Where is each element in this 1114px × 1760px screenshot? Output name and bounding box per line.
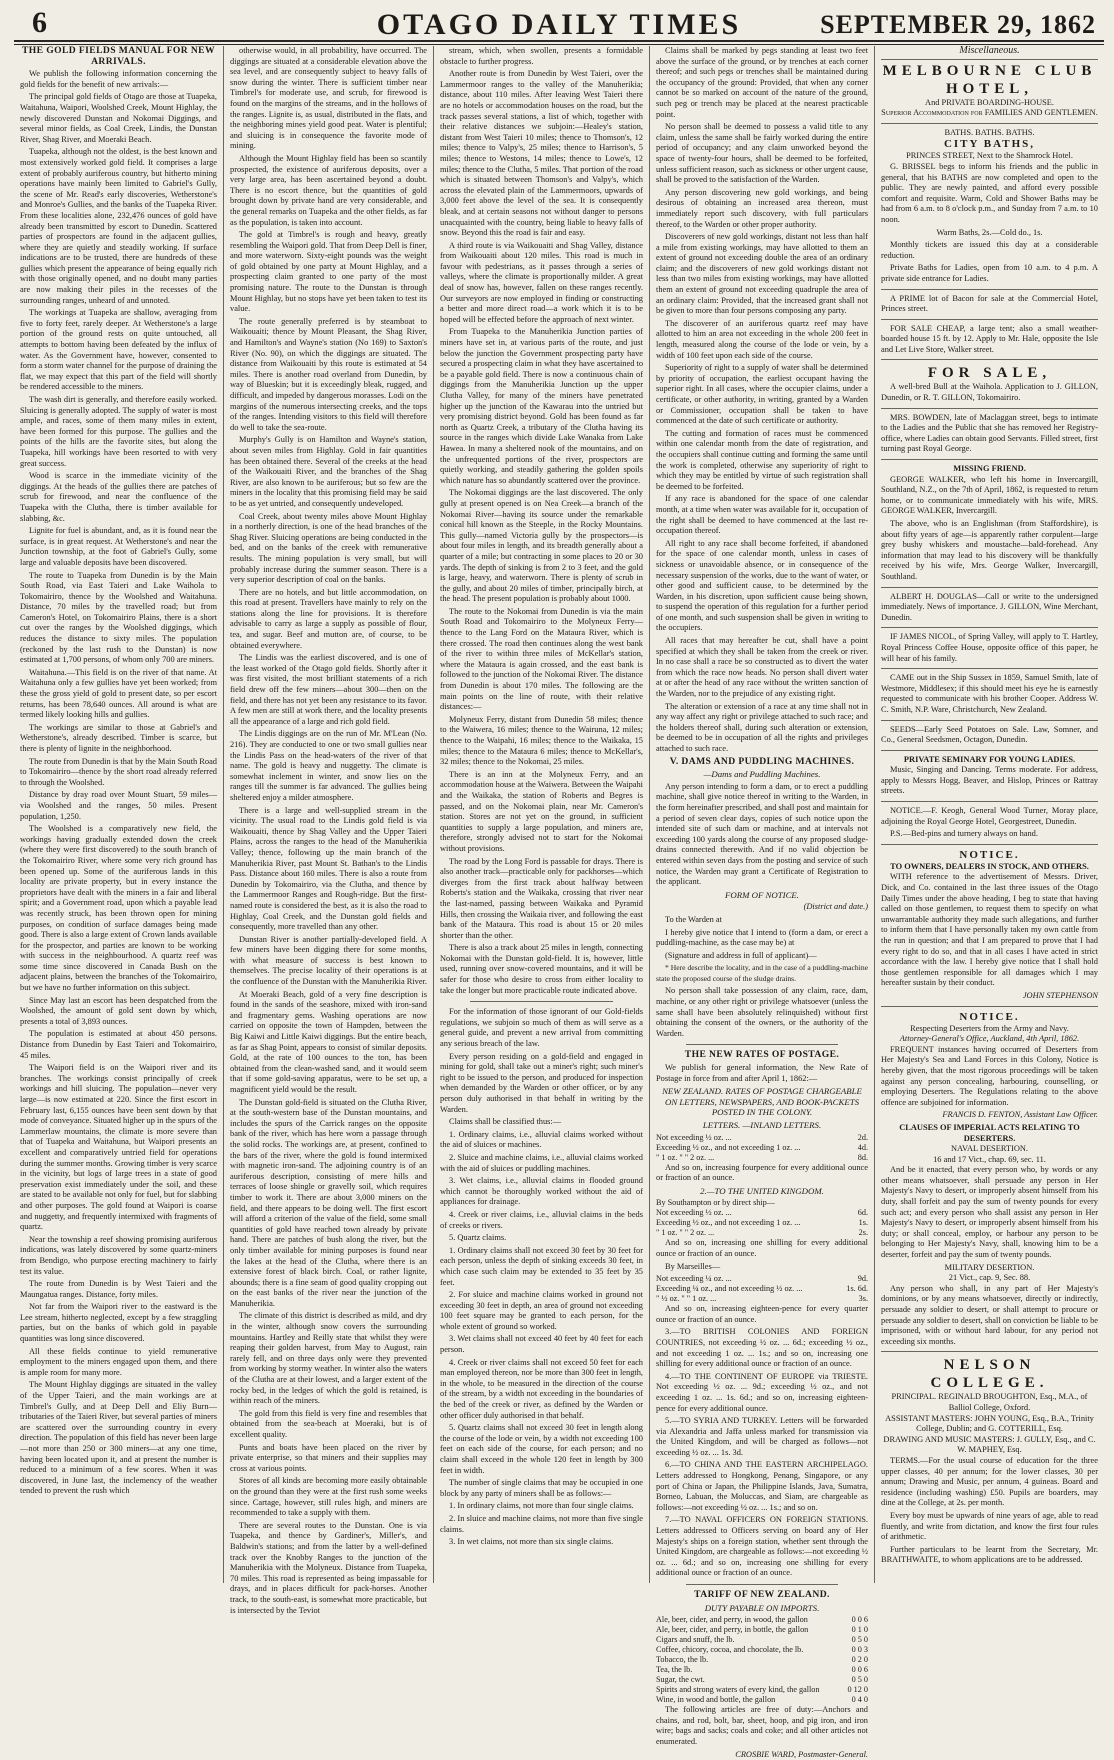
table-row: Coffee, chicory, cocoa, and chocolate, the lb. 0 0 3 (656, 1645, 868, 1655)
table-row: " ½ oz. " " 1 oz. ... 3s. (656, 1294, 868, 1304)
paragraph: The route from Dunedin is by West Taieri and the Maungatua ranges. Distance, forty miles. (20, 1279, 217, 1299)
uk-heading: 2.—TO THE UNITED KINGDOM. (700, 1185, 824, 1196)
ad-body: P.S.—Bed-pins and turnery always on hand. (890, 829, 1038, 839)
ad-bacon (881, 294, 1098, 315)
military-heading: MILITARY DESERTION. (944, 1262, 1035, 1272)
ad-city-baths (881, 128, 1098, 285)
ad-bull-sale (881, 364, 1098, 403)
table-row: By Southampton or by direct ship— (656, 1198, 775, 1208)
ad-title: NOTICE. (959, 1010, 1020, 1023)
ad-notice-deserters (881, 1011, 1098, 1348)
paragraph: The Woolshed is a comparatively new field, the workings having gradually extended down the creek (where they were first discovered) to the south branch of the Tokomairiro River, where some very rich ground has been opened up. Some of the auriferous lands in this locality are private property, but in every instance the proprietors have dealt with the miners in a fair and liberal spirit; and a Government road, upon which a payable lead was recently struck, has been thrown open for mining purposes, on condition of surface damages being made good. There is also a large extent of Crown lands available for the prospector, and parties are known to be working with success in the neighbourhood. A quartz reef was some time since discovered in Canada Bush on the adjacent plains, between the branches of the Tokomairiro, but we have no further information on this subject. (20, 824, 217, 993)
ad-seeds (881, 725, 1098, 746)
list-item: 3. Wet claims, i.e., alluvial claims in flooded ground which cannot be thoroughly worked without the aid of appliances for drainage. (440, 1176, 643, 1207)
column-4 (650, 46, 875, 1759)
paragraph: Claims shall be classified thus:— (449, 1117, 562, 1127)
paragraph: Every person residing on a gold-field and engaged in mining for gold, shall take out a miner's right; such miner's right to be issued to the person, and produced for inspection when demanded by the Warden or other officer, or by any person duly authorised in that behalf in writing by the Warden. (440, 1051, 643, 1114)
ad-line: Superior Accommodation for FAMILIES AND GENTLEMEN. (881, 108, 1098, 118)
paragraph: There are several routes to the Dunstan. One is via Tuapeka, and thence by Gardiner's, Miller's, and Baldwin's stations; and from the latter by a well-defined track over the Knobby Ranges to the junction of the Manuherikia with the Molyneux. Distance from Tuapeka, 70 miles. This road is represented as being impassable for drays, and in places difficult for pack-horses. Another track, to the south-east, is somewhat more practicable, but is intersected by the Teviot (230, 1520, 427, 1615)
table-row: Exceeding ¼ oz., and not exceeding ½ oz. ... 1s. 6d. (656, 1284, 868, 1294)
ad-body: TERMS.—For the usual course of education for the three upper classes, 40 per annum; for the lower classes, 30 per annum; Drawing and Music, per annum, 4 guineas. Board and residence (including washing) £50. Pupils are boarders, may dine at the College, at 2s. per month. (881, 1455, 1098, 1508)
paragraph: The Mount Highlay diggings are situated in the valley of the Upper Taieri, and the main workings are at Timbrel's Gully, and at Deep Dell and Eliy Burn—tributaries of the Taieri River, but several parties of miners are scattered over the surrounding country in every direction. The population of this field has never been large—not more than 250 or 300 miners—at any one time, having been located upon it, and at present the number is reduced to a minimum of a few scores. When it was discovered, in June last, the inclemency of the weather tended to prevent the rush which (20, 1380, 217, 1496)
table-row: Sugar, the cwt. 0 5 0 (656, 1675, 868, 1685)
paragraph: For the information of those ignorant of our Gold-fields regulations, we subjoin so much of them as will serve as a general guide, and prevent a new arrival from committing any serious breach of the law. (440, 1007, 643, 1049)
list-item: 1. Ordinary claims, i.e., alluvial claims worked without the aid of sluices or machines. (440, 1129, 643, 1150)
ad-melbourne-hotel (881, 62, 1098, 119)
ad-title: MISSING FRIEND. (953, 464, 1026, 474)
ad-office: Attorney-General's Office, Auckland, 4th April, 1862. (899, 1034, 1080, 1044)
paragraph: stream, which, when swollen, presents a formidable obstacle to further progress. (440, 46, 643, 66)
paragraph: The climate of this district is described as mild, and dry in the winter, although snow covers the surrounding mountains. Hartley and Reilly state that whilst they were reaping their golden harvest, from May to August, rain rarely fell, and on three days only were they prevented from working by stormy weather. In winter also the waters of the Clutha are at their lowest, and a larger extent of the rocky bed, in the ledges of which the gold is retained, is within reach of the miners. (230, 1311, 427, 1406)
section-heading-miscellaneous: Miscellaneous. (881, 46, 1098, 60)
paragraph: From Tuapeka to the Manuherikia Junction parties of miners have set in, at various parts of the route, and just below the junction the Government prospecting party have secured a prospecting claim in what they have ascertained to be a payable gold field. There is now a continuous chain of diggings from the Manuherikia Junction up the upper Clutha Valley, for many of the miners have penetrated higher up the junction of the Kawarau into the untried but very promising district beyond. Gold has been found as far north as Quartz Creek, a tributary of the Clutha having its source in the ranges which divide Lake Wanaka from Lake Hawea. In many a sheltered nook of the mountains, and on the unfrequented portions of the river, prospectors are quietly working, and steadily gathering the golden spoils which nature has so abundantly scattered over the province. (440, 327, 644, 485)
ad-rates: Warm Baths, 2s.—Cold do., 1s. (936, 227, 1043, 237)
naval-heading: NAVAL DESERTION. (950, 1144, 1029, 1154)
paragraph: The Waipori field is on the Waipori river and its branches. The workings consist principally of creek workings and hill sluicing. The population—never very large—is now estimated at 220. Since the first escort in February last, 6,155 ounces have been sent down by that mode of conveyance. Situated higher up in the spurs of the Lammerlaw mountains, the climate is more severe than that of Tuapeka and Waitahuna, but Waipori presents an excellent and comparatively untried field for operations during the summer months. Growing timber is very scarce in the vicinity, but logs of large trees in a state of good preservation exist immediately under the soil, and these are stated to be available not only for fuel, but for slabbing and other purposes. The gold found at Waipori is coarse and nuggetty, and frequently intermixed with fragments of quartz. (20, 1063, 217, 1232)
ad-body: GEORGE WALKER, who left his home in Invercargill, Southland, N.Z., on the 7th of April, 1862, is requested to return home, or to communicate immediately with his wife, MRS. GEORGE WALKER, Invercargill. (881, 474, 1098, 516)
paragraph: Since May last an escort has been despatched from the Woolshed, the amount of gold sent down by which, presents a total of 3,893 ounces. (20, 995, 217, 1026)
ad-subtitle: Respecting Deserters from the Army and Navy. (910, 1023, 1069, 1033)
ad-divider (881, 289, 1098, 290)
ad-notice-owners (881, 849, 1098, 1002)
masthead (14, 6, 1104, 42)
list-item: 4. Creek or river claims, i.e., alluvial claims in the beds of creeks or rivers. (440, 1209, 643, 1230)
paragraph: 3.—TO BRITISH COLONIES AND FOREIGN COUNTRIES, not exceeding ½ oz. ... 6d.; exceeding ½ oz., and not exceeding 1 oz. ... 1s.; and so on, increasing one shilling for every additional ounce or fraction of an ounce. (656, 1327, 868, 1369)
paragraph: The cutting and formation of races must be commenced within one calendar month from the date of registration, and the occupiers shall continue cutting and forming the same until the work is completed, otherwise any superiority of right to which they may be entitled by virtue of such registration shall be deemed to be forfeited. (656, 428, 868, 491)
ad-body: CAME out in the Ship Sussex in 1859, Samuel Smith, late of Westmore, Middlesex; if this should meet his eye he is earnestly requested to communicate with his brother Cooper. Address W. C. Smith, N.P. Ware, Christchurch, New Zealand. (881, 673, 1098, 714)
paragraph: All these fields continue to yield remunerative employment to the miners engaged upon them, and there is ample room for many more. (20, 1346, 217, 1377)
paragraph: The Lindis was the earliest discovered, and is one of the least worked of the Otago gold fields. Shortly after it was first visited, the most brilliant statements of a rich field drew off the few miners—about 300—then on the field, and there has not yet been any resistance to its favor. A few men are still at work there, and the locality presents all the appearance of a large and rich gold field. (230, 653, 427, 726)
paragraph: 6.—TO CHINA AND THE EASTERN ARCHIPELAGO. Letters addressed to Hongkong, Penang, Singapore, or any port of China or Japan, the Philippine Islands, Java, Sumatra, Borneo, Labuan, the Moluccas, and Siam, are chargeable as follows:—not exceeding ½ oz. ... 1s.; and so on. (656, 1460, 868, 1512)
table-row: Not exceeding ½ oz. ... 2d. (656, 1132, 868, 1142)
paragraph: A third route is via Waikouaiti and Shag Valley, distance from Waikouaiti about 120 miles. This road is much in favour with pedestrians, as it passes through a series of valleys, where the climate is proportionally milder. A great deal of snow has, however, fallen on these ranges recently. Our surveyors are now employed in finding or constructing a better and more direct road—a work which it is to be hoped will be effected before the approach of next winter. (440, 240, 643, 324)
paragraph: Coal Creek, about twenty miles above Mount Highlay in a northerly direction, is one of the head branches of the Shag River. Sluicing operations are being conducted in the bed, and on the banks of the creek with remunerative results. The mining population is very small, but will probably increase during the summer season. There is a very superior description of coal on the banks. (230, 511, 427, 585)
form-title: FORM OF NOTICE. (724, 889, 800, 900)
uk-rates-table (656, 1198, 868, 1238)
ad-seminary (881, 755, 1098, 797)
paragraph: 5.—TO SYRIA AND TURKEY. Letters will be forwarded via Alexandria and Jaffa unless marked for transmission via the United Kingdom, and will be charged as follows—not exceeding ½ oz. ... 1s. 3d. (656, 1416, 868, 1457)
table-row: Spirits and strong waters of every kind, the gallon 0 12 0 (656, 1685, 868, 1695)
ad-divider (881, 801, 1098, 802)
paragraph: We publish for general information, the New Rate of Postage in force from and after April 1, 1862:— (656, 1063, 868, 1083)
ad-signature: JOHN STEPHENSON (1022, 990, 1098, 1000)
ad-body: FREQUENT instances having occurred of Deserters from Her Majesty's Sea and Land Forces in this Colony, Notice is hereby given, that the most rigorous proceedings will be taken against any person concealing, harbouring, counselling, or employing Deserters. The Regulations relating to the above offence are subjoined for information. (881, 1044, 1098, 1107)
marseille-heading: By Marseilles— (665, 1261, 721, 1271)
tariff-note: The following articles are free of duty:—Anchors and chains, and rod, bolt, bar, sheet, hoop, and pig iron, and iron wire; bags and sacks; coals and coke; and all other articles not enumerated. (656, 1705, 868, 1746)
section-subheading: —Dams and Puddling Machines. (703, 769, 821, 780)
ad-body: IF JAMES NICOL, of Spring Valley, will apply to T. Hartley, Royal Princess Coffee House, opposite office of this paper, he will hear of his family. (881, 632, 1098, 663)
paragraph: Discoverers of new gold workings, distant not less than half a mile from existing workings, may have allotted to them an extent of ground not exceeding double the area of an ordinary claim; and the discoverers of new gold workings distant not less than two miles from existing workings, may have allotted them an extent of ground not exceeding quadruple the area of an ordinary claim: Provided, that the increased grant shall not be given to more than four persons composing any party. (656, 232, 868, 316)
ad-body: ALBERT H. DOUGLAS—Call or write to the undersigned immediately. News of importance. J. GILLON, Wine Merchant, Dunedin. (881, 591, 1098, 622)
table-row: Tea, the lb. 0 0 6 (656, 1665, 868, 1675)
paragraph: Punts and boats have been placed on the river by private enterprise, so that miners and their supplies may cross at various points. (230, 1442, 427, 1473)
table-row: Cigars and snuff, the lb. 0 5 0 (656, 1635, 868, 1645)
paragraph: Distance by dray road over Mount Stuart, 59 miles—via Woolshed and the ranges, 50 miles. Present population, 1,250. (20, 790, 217, 821)
marseille-rates-table (656, 1274, 868, 1304)
ad-keogh (881, 806, 1098, 840)
paragraph: Dunstan River is another partially-developed field. A few miners have been digging there for some months, with what measure of success is best known to themselves. The precise locality of their operations is at the confluence of the Dunstan with the Manuherikia River. (230, 934, 427, 987)
list-item: 3. Wet claims shall not exceed 40 feet by 40 feet for each person. (440, 1334, 643, 1355)
ad-body: A PRIME lot of Bacon for sale at the Commercial Hotel, Princes street. (881, 293, 1098, 314)
ad-body: Any person who shall, in any part of Her Majesty's dominions, or by any means whatsoever, directly or indirectly, persuade any soldier to desert, or shall attempt to procure or persuade any soldier to desert, shall on conviction be liable to be imprisoned, with or without hard labour, for any period not exceeding six months. (881, 1283, 1098, 1346)
paragraph: Wood is scarce in the immediate vicinity of the diggings. At the heads of the gullies there are patches of scrub for firewood, and near the confluence of the Tuapeka with the Clutha, there is timber available for slabbing, &c. (20, 471, 217, 523)
list-item: 1. Ordinary claims shall not exceed 30 feet by 30 feet for each person, unless the depth of sinking exceeds 30 feet, in which case such claim may be extended to 35 feet by 35 feet. (440, 1245, 643, 1287)
columns (14, 45, 1104, 1759)
ad-body: MRS. BOWDEN, late of Maclaggan street, begs to intimate to the Ladies and the Public that she has removed her Registry-office, where Ladies can obtain good Servants. Filled street, first turning past Royal George. (881, 412, 1098, 454)
ad-divider (881, 720, 1098, 721)
ad-douglas (881, 592, 1098, 624)
form-to: To the Warden at (665, 914, 722, 924)
paragraph: Murphy's Gully is on Hamilton and Wayne's station, about seven miles from Highlay. Gold in fair quantities has been obtained there. Several of the creeks at the head of the Waikouaiti River, and the branches of the Shag River, are also known to be auriferous; but so few are the miners in the locality that this promising field may be said to be as yet untried, and consequently undeveloped. (230, 435, 427, 508)
ad-divider (881, 627, 1098, 628)
ad-tent-sale (881, 324, 1098, 356)
clauses-heading: CLAUSES OF IMPERIAL ACTS RELATING TO DESERTERS. (899, 1122, 1080, 1143)
paragraph: Superiority of right to a supply of water shall be determined by priority of occupation, the earliest occupant having the superior right. In all cases, where the occupier claims, under a certificate, or other authority, in writing, granted by a Warden or Commissioner, occupation shall be taken to have commenced at the date of such certificate or authority. (656, 363, 868, 426)
inland-heading: LETTERS. —INLAND LETTERS. (702, 1120, 822, 1130)
table-row: Exceeding ½ oz., and not exceeding 1 oz. ... 1s. (656, 1218, 868, 1228)
paragraph: Waitahuna.—This field is on the river of that name. At Waitahuna only a few gullies have yet been worked; from these the gross yield of gold to present date, so per escort returns, has been 78,640 ounces. All around is what are termed likely looking hills and gullies. (20, 667, 217, 720)
ad-subtitle: TO OWNERS, DEALERS IN STOCK, AND OTHERS. (890, 861, 1089, 871)
paragraph: The population is estimated at about 450 persons. Distance from Dunedin by East Taieri and Tokomairiro, 45 miles. (20, 1029, 217, 1060)
form-body: I hereby give notice that I intend to (form a dam, or erect a puddling-machine, as the case may be) at (656, 927, 868, 948)
list-item: 2. For sluice and machine claims worked in ground not exceeding 30 feet in depth, an area of ground not exceeding 100 feet square may be granted to each person, for the whole extent of ground so worked. (440, 1290, 643, 1331)
ad-body: Further particulars to be learnt from the Secretary, Mr. BRAITHWAITE, to whom applications are to be addressed. (881, 1544, 1098, 1565)
ad-divider (881, 359, 1098, 360)
paragraph: No person shall be deemed to possess a valid title to any claim, unless the same shall be fairly worked during the entire period of occupancy; and any claim unworked beyond the space of twenty-four hours, shall be deemed to be forfeited, unless sufficient reason, such as sickness or other urgent cause, shall be proved to the satisfaction of the Warden. (656, 122, 868, 185)
paragraph: The Nokomai diggings are the last discovered. The only gully at present opened is on Nea Creek—a branch of the Nokomai River—having its source under the remarkable conical hill known as the Steeple, in the Rocky Mountains. This gully—named Victoria gully by the prospectors—is about four miles in length, and its breadth generally about a quarter of a mile; but contracting in some places to 20 or 30 yards. The depth of sinking is from 2 to 3 feet, and the gold is large, heavy, and waterworn. There is plenty of scrub in the gully, and about 20 miles of timber, principally birch, at the head. The present population is probably about 1000. (440, 488, 643, 604)
ad-body: SEEDS—Early Seed Potatoes on Sale. Law, Somner, and Co., General Seedsmen, Octagon, Dunedin. (881, 724, 1098, 745)
table-row: Ale, beer, cider, and perry, in bottle, the gallon 0 1 0 (656, 1625, 868, 1635)
paragraph: The route generally preferred is by steamboat to Waikouaiti; thence by Mount Pleasant, the Shag River, and Hamilton's and Wayne's station (No 169) to Saxton's River (No. 90), on which the diggings are situated. The distance from Waikouaiti by this route is estimated at 54 miles. There is another road overland from Dunedin, by way of Blueskin; but it is exceedingly bleak, rugged, and difficult, and impeded by dangerous morasses. Lodi on the margins of the numerous intersecting creeks, and the tops of the ranges. Intending visitors to this field will therefore do well to take the sea-route. (230, 316, 427, 432)
ad-title: PRIVATE SEMINARY FOR YOUNG LADIES. (903, 754, 1076, 764)
ad-principal: PRINCIPAL. REGINALD BROUGHTON, Esq., M.A., of Balliol College, Oxford. (891, 1392, 1088, 1412)
table-row: Tobacco, the lb. 0 2 0 (656, 1655, 868, 1665)
ad-divider (881, 408, 1098, 409)
ad-divider (881, 123, 1098, 124)
ad-divider (881, 1006, 1098, 1007)
inland-rates-table (656, 1133, 868, 1163)
table-row: " 1 oz. " " 2 oz. ... 8d. (656, 1152, 868, 1162)
paragraph: No person shall take possession of any claim, race, dam, machine, or any other right or privilege whatsoever (unless the same shall have been absolutely relinquished) without first obtaining the consent of the owners, or the authority of the Warden. (656, 986, 868, 1038)
paragraph: The principal gold fields of Otago are those at Tuapeka, Waitahuna, Waipori, Woolshed Creek, Mount Highlay, the newly discovered Dunstan and Nokomai Diggings, and several minor fields, as Coal Creek, Lindis, the Dunstan River, Shag River, and Moeraki Beach. (20, 92, 217, 144)
ad-body: The above, who is an Englishman (from Staffordshire), is about fifty years of age—is apparently rather corpulent—large grey bushy whiskers and moustache—bald-forehead. Any information that may lead to his discovery will be thankfully received by his wife, Mrs. George Walker, Invercargill, Southland. (881, 519, 1098, 581)
table-row: Ale, beer, cider, and perry, in wood, the gallon 0 0 6 (656, 1615, 868, 1625)
ad-subtitle: And PRIVATE BOARDING-HOUSE. (925, 97, 1054, 107)
article-heading: THE GOLD FIELDS MANUAL FOR NEW ARRIVALS. (22, 45, 215, 67)
ad-title: MELBOURNE CLUB HOTEL, (882, 62, 1097, 97)
paragraph: The alteration or extension of a race at any time shall not in any way affect any right or privilege attached to such race; and the holders thereof shall, during such alteration or extension, be deemed to be in occupation of all the rights and privileges attached to such race. (656, 701, 868, 753)
column-3 (434, 46, 650, 1583)
list-item: 2. In sluice and machine claims, not more than five single claims. (440, 1513, 643, 1534)
tariff-table (656, 1615, 868, 1705)
ad-body: Private Baths for Ladies, open from 10 a.m. to 4 p.m. A private side entrance for Ladies. (881, 263, 1098, 283)
paragraph: Although the Mount Highlay field has been so scantily prospected, the existence of auriferous deposits, over a very large area, has been ascertained beyond a doubt. There is no escort thence, but the quantities of gold brought down by private hand are very considerable, and the general remarks on Tuapeka and the other fields, as far as the population, is taken into account. (230, 153, 427, 227)
paragraph: The route to Tuapeka from Dunedin is by the Main South Road, via East Taieri and Lake Waihola to Tokomairiro, thence by the Woolshed and Waitahuna. Distance, 70 miles by the travelled road; but from Cameron's Hotel, on Tokomairiro Plains, there is a short cut over the ranges by the Woolshed diggings, which reduces the distance to sixty miles. The population (reckoned by the last rush to the Dunstan) is now estimated at 1,700 persons, of whom only 700 are miners. (20, 570, 217, 665)
ad-divider (881, 319, 1098, 320)
ad-ship-sussex (881, 673, 1098, 715)
form-note: * Here describe the locality, and in the case of a puddling-machine state the proposed course of the sludge drains. (656, 963, 868, 983)
ad-title: NOTICE. (959, 848, 1020, 861)
paragraph: Another route is from Dunedin by West Taieri, over the Lammermoor ranges to the valley of the Manuherikia; distance, about 110 miles. After leaving West Taieri there are no hotels or accommodation houses on the road, but the track passes several stations, a list of which, together with their relative distances we subjoin:—Healey's station, distant from West Taieri 10 miles; thence to Thomson's, 12 miles; thence to Valpy's, 25 miles; thence to Harrison's, 5 miles; thence to Westons, 14 miles; thence to Lowe's, 12 miles; thence to the Clutha, 5 miles. That portion of the road which is situated between Thomson's and Valpy's, which across the elevated plain of the Lammermoors, upwards of 3,000 feet above the level of the sea. It is consequently bleak, and at certain seasons not without danger to persons unacquainted with the country, being liable to heavy falls of snow. Beyond this the road is fair and easy. (440, 69, 643, 238)
paragraph: There is also a track about 25 miles in length, connecting Nokomai with the Dunstan gold-field. It is, however, little used, running over snow-covered mountains, and it will be safer for those who desire to cross from either locality to take the longer but more practicable route indicated above. (440, 943, 643, 995)
table-row: Not exceeding ¼ oz. ... 9d. (656, 1274, 868, 1284)
ad-nicol (881, 632, 1098, 664)
ad-divider (881, 668, 1098, 669)
paragraph: There are no hotels, and but little accommodation, on this road at present. Travellers have mainly to rely on the stations along the line for provisions. It is therefore advisable to carry as large a supply as possible of flour, tea, and sugar. Beef and mutton are, of course, to be obtained everywhere. (230, 587, 427, 650)
paragraph: There is an inn at the Molyneux Ferry, and an accommodation house at the Waiwera. Between the Waipahi and the Waikaka, the station of Roberts and Begres is passed, and on the Nokomai plain, near Mr. Cameron's station. Stores are not yet on the ground, in sufficient quantities to supply a large population, and miners are, therefore, strongly advised not to start for the Nokomai without provisions. (440, 769, 643, 853)
ad-signature: FRANCIS D. FENTON, Assistant Law Officer. (942, 1110, 1098, 1120)
table-row: Exceeding ½ oz., and not exceeding 1 oz. ... 4d. (656, 1142, 868, 1152)
ad-body: Every boy must be upwards of nine years of age, able to read fluently, and write from dictation, and know the first four rules of arithmetic. (881, 1510, 1098, 1542)
paragraph: If any race is abandoned for the space of one calendar month, at a time when water was available for it, occupation of the right shall be deemed to have commenced at the last re-occupation thereof. (656, 494, 868, 536)
ad-divider (881, 1351, 1098, 1352)
ad-divider (881, 587, 1098, 588)
ad-body: Music, Singing and Dancing. Terms moderate. For address, apply to Messrs Hogg, Beaver, and Hislop, Princes or Rattray streets. (881, 765, 1098, 796)
ad-title: FOR SALE, (927, 365, 1052, 382)
ad-body: And be it enacted, that every person who, by words or any other means whatsoever, shall persuade any person in Her Majesty's Navy to desert, or improperly absent himself from his duty, shall forfeit and pay the sum of twenty pounds for every such act; and every person who shall assist any person in Her Majesty's Navy to desert, or improperly absent himself from his duty; or shall conceal, employ, or harbour any person to be belonging to Her Majesty's Navy, shall, knowing him to be a deserter, forfeit and pay the sum of twenty pounds. (881, 1165, 1098, 1260)
list-item: 5. Quartz claims. (449, 1233, 507, 1243)
ad-title: NELSON COLLEGE. (930, 1357, 1049, 1392)
paragraph: 7.—TO NAVAL OFFICERS ON FOREIGN STATIONS. Letters addressed to Officers serving on board any of Her Majesty's ships on a foreign station, whether sent through the United Kingdom, are chargeable as follows:—not exceeding ½ oz. ... 6d.; and so on, increasing one shilling for every additional ounce or fraction of an ounce. (656, 1515, 868, 1578)
paragraph: Tuapeka, although not the oldest, is the best known and most extensively worked gold field. It comprises a large extent of probably auriferous country, but hitherto mining operations have mainly been limited to Gabriel's Gully, the scene of Mr. Read's early discoveries, Wetherstone's and Monroe's Gullies, and the banks of the Tuapeka River. From these localities alone, 232,476 ounces of gold have already been transmitted by escort to Dunedin. Scattered parties of prospectors are found in the adjacent gullies, where they are quietly and steadily working. If surface indications are to be trusted, there are hundreds of these gullies which present the appearance of being equally rich with those originally opened, and no doubt many parties are now making their piles in the recesses of the surrounding ranges, unheard of and unnoted. (20, 147, 217, 305)
paragraph: The wash dirt is generally, and therefore easily worked. Sluicing is generally adopted. The supply of water is most ample, and races, some of them many miles in extent, have been formed for this purpose. The gullies and the points of the hills are the favorite sites, but along the Tuapeka, hill workings have been resorted to with very great success. (20, 395, 217, 468)
paragraph: The Dunstan gold-field is situated on the Clutha River, at the south-western base of the Dunstan mountains, and includes the spurs of the Carrick ranges on the opposite bank of the river, which has here worn a passage through the solid rocks. The workings are, at present, confined to the bars of the river, where the gold is found intermixed with magnetic iron-sand. The adjoining country is of an auriferous description, consisting of mere hills and terraces of loose shingle or gravelly soil, which requires timber to work it. There are about 3,000 miners on the field, and there appears to be doing well. The first escort will afford a criterion of the value of the field, some small quantities of gold have reached town already by private hand. There are patches of bush along the river, but the only timber available for mining purposes is found near the lakes at the head of the Clutha, where there is an extensive forest of black birch. Coal, or rather lignite, abounds; there is a fine seam of good quality cropping out on the east banks of the river near the junction of the Manuherikia. (230, 1097, 427, 1308)
ad-nelson-college (881, 1356, 1098, 1566)
ad-body: G. BRISSEL begs to inform his friends and the public in general, that his BATHS are now completed and open to the public. They are newly painted, and afford every possible comfort and requisite. Warm, Cold and Shower Baths may be had from 6 a.m. to 8 o'clock p.m., and Sunday from 7 a.m. to 10 noon. (881, 161, 1098, 224)
divider (470, 1001, 613, 1002)
tariff-subheading: DUTY PAYABLE ON IMPORTS. (704, 1602, 820, 1613)
paragraph: And so on, increasing eighteen-pence for every quarter ounce or fraction of an ounce. (656, 1304, 868, 1324)
paragraph: All right to any race shall become forfeited, if abandoned for the space of one calendar month, unless in cases of sickness or unavoidable absence, or in consequence of the necessary suspension of the works, due to the want of water, or other good and sufficient cause, to be determined by the Warden, in his discretion, upon sufficient cause being shown, to suspend the operation of this regulation for a further period of one month, and such suspension shall be given in writing to the occupiers. (656, 538, 868, 633)
column-2 (224, 46, 434, 1615)
tariff-heading: TARIFF OF NEW ZEALAND. (694, 1589, 830, 1600)
paragraph: And so on, increasing fourpence for every additional ounce or fraction of an ounce. (656, 1162, 868, 1183)
table-row: Not exceeding ½ oz. ... 6d. (656, 1208, 868, 1218)
ad-missing-friend (881, 464, 1098, 583)
ad-mrs-bowden (881, 413, 1098, 455)
ad-assistants: ASSISTANT MASTERS: JOHN YOUNG, Esq., B.A., Trinity College, Dublin; and G. COTTERILL, Esq. (885, 1413, 1094, 1434)
section-heading: V. DAMS AND PUDDLING MACHINES. (669, 755, 855, 767)
ad-body: FOR SALE CHEAP, a large tent; also a small weather-boarded house 15 ft. by 12. Apply to Mr. Hale, opposite the Isle and Let Live Store, Walker street. (881, 323, 1098, 354)
ad-kicker: BATHS. BATHS. BATHS. (944, 127, 1035, 137)
ad-body: NOTICE.—F. Keogh, General Wood Turner, Moray place, adjoining the Royal George Hotel, Georgestreet, Dunedin. (881, 806, 1098, 826)
postage-subheading: NEW ZEALAND. RATES OF POSTAGE CHARGEABLE ON LETTERS, NEWSPAPERS, AND BOOK-PACKETS POSTED IN THE COLONY. (662, 1086, 862, 1118)
issue-date: SEPTEMBER 29, 1862 (820, 10, 1096, 39)
column-5-advertisements (875, 46, 1104, 1583)
paragraph: Molyneux Ferry, distant from Dunedin 58 miles; thence to the Waiwera, 16 miles; thence to the Wairuna, 12 miles; thence to the Waipahi, 16 miles; thence to the Waikaka, 15 miles; thence to the Mataura 6 miles; thence to McKellar's, 32 miles; thence to the Nokomai, 25 miles. (440, 714, 643, 767)
paragraph: The route to the Nokomai from Dunedin is via the main South Road and Tokomairiro to the Molyneux Ferry—thence to the Lang Ford on the Mataura River, which is there crossed. The road then continues along the west bank of the river to within three miles of McKellar's station, where the Mataura is again crossed, and the east bank is followed to the junction of the Nokomai River. The distance from Dunedin is about 170 miles. The following are the main points on the line of route, with their relative distances:— (440, 606, 643, 712)
list-item: 5. Quartz claims shall not exceed 30 feet in length along the course of the lode or vein, by a width not exceeding 100 feet on each side of the course, for each person; and no claim shall exceed in the whole 120 feet in length by 300 feet in width. (440, 1423, 643, 1475)
naval-reference: 16 and 17 Vict., chap. 69, sec. 11. (933, 1154, 1046, 1164)
paragraph: The number of single claims that may be occupied in one block by any party of miners shall be as follows:— (440, 1478, 643, 1498)
paragraph: The road by the Long Ford is passable for drays. There is also another track—practicable only for packhorses—which diverges from the first track about halfway between Roberts's station and the Waikaka, crossing that river near the last-named, passing between Waikaka and Pyramid Hills, then crossing the Waikaia river, and following the east bank of the Mataura. This road is about 15 or 20 miles shorter than the other. (440, 856, 643, 940)
newspaper-title: OTAGO DAILY TIMES (376, 8, 742, 41)
ad-title: CITY BATHS, (943, 138, 1036, 151)
table-row: " 1 oz. " " 2 oz. ... 2s. (656, 1228, 868, 1238)
paragraph: otherwise would, in all probability, have occurred. The diggings are situated at a considerable elevation above the sea level, and are consequently subject to heavy falls of snow during the winter. There is sufficient timber near Timbrel's for moderate use, and scrub, for firewood is found on the margins of the streams, and in the hollows of the ranges. Lignite is, as usual, distributed in the flats, and the neighboring mines yield good peat. Water is plentiful; and sluicing is in consequence the favorite mode of mining. (230, 46, 427, 151)
paragraph: Claims shall be marked by pegs standing at least two feet above the surface of the ground, or by trenches at each corner thereof; and such pegs or trenches shall be maintained during the occupancy of the ground: Provided, that when any corner cannot be so marked on account of the nature of the ground, such peg or trench may be placed at the nearest practicable point. (656, 46, 868, 119)
ad-drawing-masters: DRAWING AND MUSIC MASTERS: J. GULLY, Esq., and C. W. MAPHEY, Esq. (883, 1434, 1096, 1455)
ad-body: Monthly tickets are issued this day at a considerable reduction. (881, 240, 1098, 260)
paragraph: The workings are similar to those at Gabriel's and Wetherstone's, already described. Timber is scarce, but there is plenty of lignite in the neighborhood. (20, 722, 217, 753)
form-district: (District and date.) (803, 902, 868, 912)
paragraph: Lignite for fuel is abundant, and, as it is found near the surface, is in great request. At Wetherstone's and near the Junction township, at the foot of Gabriel's Gully, some large and valuable deposits have been discovered. (20, 526, 217, 567)
paragraph: The workings at Tuapeka are shallow, averaging from five to forty feet, rarely deeper. At Wetherstone's a large portion of the ground rests on quite untouched, all attempts to bottom having been defeated by the influx of water. As the Government have, however, consented to form a storm water channel for the purpose of draining the flat, we may expect that this part of the field will shortly be rendered accessible to the miners. (20, 308, 217, 392)
paragraph: The route from Dunedin is that by the Main South Road to Tokomairiro—thence by the short road already referred to through the Woolshed. (20, 756, 217, 787)
page-number: 6 (32, 6, 47, 39)
column-1 (14, 46, 224, 1583)
military-reference: 21 Vict., cap. 9, Sec. 88. (948, 1273, 1031, 1283)
paragraph: We publish the following information concerning the gold fields for the benefit of new arrivals:— (20, 69, 217, 89)
form-signature: (Signature and address in full of applicant)— (665, 950, 817, 960)
paragraph: Near the township a reef showing promising auriferous indications, was lately discovered by some quartz-miners from Bendigo, who purpose erecting machinery to fairly test its value. (20, 1234, 217, 1276)
paragraph: Any person discovering new gold workings, and being desirous of obtaining an increased area thereon, must immediately report such discovery, with full particulars thereof, to the Warden or other proper authority. (656, 187, 868, 229)
ad-body: A well-bred Bull at the Waihola. Application to J. GILLON, Dunedin, or R. T. GILLON, Tokomairiro. (881, 382, 1098, 403)
paragraph: At Moeraki Beach, gold of a very fine description is found in the sands of the seashore, mixed with iron-sand and fragmentary gems. Washing operations are now carried on opposite the town of Hampden, between the Big Kaiwi and Little Kaiwi diggings. But the entire beach, as far as Shag Point, appears to consist of similar deposits. Gold, at the rate of 100 ounces to the ton, has been obtained from the clean-washed sand, and it would seem that if some gold-saving apparatus, were to be set up, a magnificent yield would be the result. (230, 989, 427, 1094)
list-item: 1. In ordinary claims, not more than four single claims. (449, 1501, 634, 1511)
list-item: 3. In wet claims, not more than six single claims. (449, 1537, 614, 1547)
paragraph: The discoverer of an auriferous quartz reef may have allotted to him an area not exceeding in the whole 200 feet in length, measured along the course of the lode or vein, by a width of 100 feet upon each side of the course. (656, 318, 868, 360)
paragraph: The Lindis diggings are on the run of Mr. M'Lean (No. 216). They are conducted to one or two small gullies near the Lindis Pass on the head-waters of the river of that name. The gold is heavy and nuggetty. The climate is somewhat inclement in winter, and snow lies on the ranges till the summer is far advanced. The gullies being sheltered enjoy a milder atmosphere. (230, 729, 427, 802)
paragraph: Any person intending to form a dam, or to erect a puddling machine, shall give notice thereof in writing to the Warden, in the form hereinafter prescribed, and shall post and maintain for a period of seven clear days, copies of such notice upon the intended site of such dam or machine, and at intervals not exceeding 100 yards along the course of any proposed sludge-drains connected therewith. And if no valid objection be entered within seven days from the posting and service of such notice, the Warden may grant a Certificate of Registration to the applicant. (656, 781, 868, 887)
paragraph: All races that may hereafter be cut, shall have a point specified at which they shall be taken from the creek or river. In no case shall a race be so constructed as to divert the water from which the race now heads. No person shall divert water at or after the head of any race without the written sanction of the Warden, nor to the prejudice of any existing right. (656, 636, 868, 699)
paragraph: There is a large and well-supplied stream in the vicinity. The usual road to the Lindis gold field is via Waikouaiti, thence by Shag Valley and the Upper Taieri Plains, across the ranges to the head of the Manuherikia Valley; thence, following up the main branch of the Manuherikia River, past Mount St. Bathan's to the Lindis Pass. Distance about 160 miles. There is also a route from Dunedin by Tokomairiro, via the Clutha, and thence by the Lammermoor Ranges and Rough-ridge. But the first-named route is considered the best, as it is also the road to Highlay, Coal Creek, and the Dunstan gold fields and consequently, more travelled than any other. (230, 805, 427, 932)
table-row: Wine, in wood and bottle, the gallon 0 4 0 (656, 1695, 868, 1705)
divider (686, 1584, 838, 1585)
list-item: 4. Creek or river claims shall not exceed 50 feet for each man employed thereon, nor be more than 300 feet in length, in the whole, to be measured in the direction of the course of the stream, by a width not exceeding in the boundaries of the bed of the creek or river, as defined by the Warden or other officer duly authorised in that behalf. (440, 1357, 643, 1420)
paragraph: Not far from the Waipori river to the eastward is the Lee stream, hitherto neglected, except by a few straggling parties, but on the banks of which gold in payable quantities was long since discovered. (20, 1302, 217, 1344)
paragraph: And so on, increasing one shilling for every additional ounce or fraction of an ounce. (656, 1238, 868, 1258)
ad-body: WITH reference to the advertisement of Messrs. Driver, Dick, and Co. contained in the last three issues of the Otago Daily Times under the above heading, I beg to state that having called on those gentlemen, to request them to specify on what unwarrantable authority they made such allegations, and further to inform them that I have personally taken my own cattle from the run in question; and that I am prepared to prove that I had every right to do so, and that in all cases I have acted in strict accordance with the law. I hereby give notice that I shall hold those gentlemen responsible for all damages which I may hereafter sustain by their conduct. (881, 872, 1098, 988)
ad-location: PRINCES STREET, Next to the Shamrock Hotel. (906, 151, 1073, 161)
ad-divider (881, 459, 1098, 460)
tariff-signature: CROSBIE WARD, Postmaster-General. (735, 1749, 868, 1759)
paragraph: The gold from this field is very fine and resembles that obtained from the sea-beach at Moeraki, but is of excellent quality. (230, 1408, 427, 1439)
list-item: 2. Sluice and machine claims, i.e., alluvial claims worked with the aid of sluices or puddling machines. (440, 1152, 643, 1173)
paragraph: 4.—TO THE CONTINENT OF EUROPE via TRIESTE. Not exceeding ½ oz. ... 9d.; exceeding ½ oz., and not exceeding 1 oz. ... 1s. 6d.; and so on, increasing eighteen-pence for every additional ounce. (656, 1371, 868, 1413)
ad-divider (881, 844, 1098, 845)
section-heading: THE NEW RATES OF POSTAGE. (684, 1049, 840, 1061)
paragraph: The gold at Timbrel's is rough and heavy, greatly resembling the Waipori gold. That from Deep Dell is finer, and more waterworn. Sixty-eight pounds was the weight of gold obtained by one party at Mount Highlay, and a prospecting claim granted to one party of the most promising nature. The route to the Dunstan is through Mount Highlay, but no stops have yet been taken to test its value. (230, 230, 427, 314)
paragraph: Stores of all kinds are becoming more easily obtainable on the ground than they were at the first rush some weeks since. Cartage, however, still rules high, and miners are recommended to take a supply with them. (230, 1476, 427, 1518)
ad-divider (881, 750, 1098, 751)
divider (686, 1044, 838, 1045)
